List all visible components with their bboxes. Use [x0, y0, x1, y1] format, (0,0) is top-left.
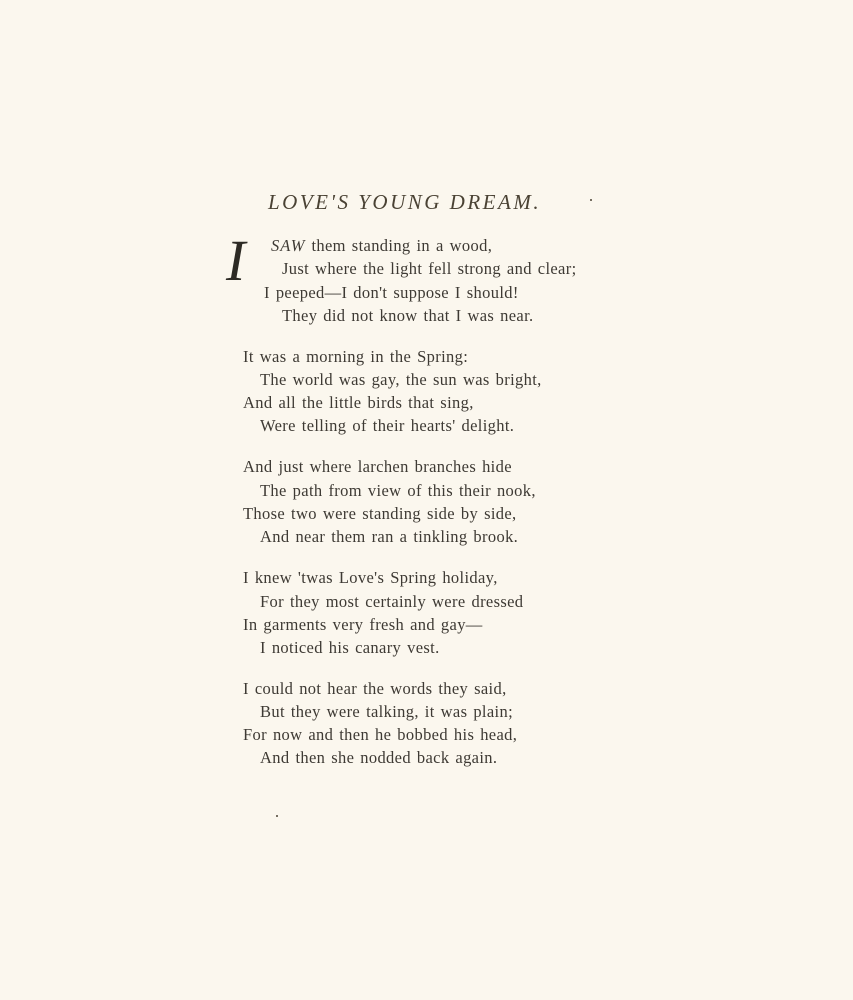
poem-title: LOVE'S YOUNG DREAM. [268, 190, 542, 214]
poem-line: Those two were standing side by side, [243, 504, 517, 523]
ink-speck [276, 815, 278, 817]
poem-line: And then she nodded back again. [260, 748, 498, 767]
poem-line: For they most certainly were dressed [260, 592, 524, 611]
poem-line: I knew 'twas Love's Spring holiday, [243, 568, 498, 587]
poem-line: I could not hear the words they said, [243, 679, 507, 698]
drop-cap: I [226, 228, 246, 293]
opening-word: SAW [271, 236, 306, 255]
poem-line: Were telling of their hearts' delight. [260, 416, 515, 435]
poem-line: In garments very fresh and gay— [243, 615, 483, 634]
poem-line: But they were talking, it was plain; [260, 702, 514, 721]
poem-line: I noticed his canary vest. [260, 638, 440, 657]
poem-line-text: them standing in a wood, [305, 236, 493, 255]
poem-line: The world was gay, the sun was bright, [260, 370, 542, 389]
poem-line: And all the little birds that sing, [243, 393, 474, 412]
poem-line: The path from view of this their nook, [260, 481, 536, 500]
poem-line: It was a morning in the Spring: [243, 347, 469, 366]
poem-line: Just where the light fell strong and clear; [282, 259, 577, 278]
poem-line: And near them ran a tinkling brook. [260, 527, 519, 546]
poem-line: They did not know that I was near. [282, 306, 534, 325]
poem-line: And just where larchen branches hide [243, 457, 512, 476]
ink-speck [590, 199, 592, 201]
poem-line: For now and then he bobbed his head, [243, 725, 518, 744]
poem-line [271, 236, 492, 256]
poem-line: I peeped—I don't suppose I should! [264, 283, 519, 302]
